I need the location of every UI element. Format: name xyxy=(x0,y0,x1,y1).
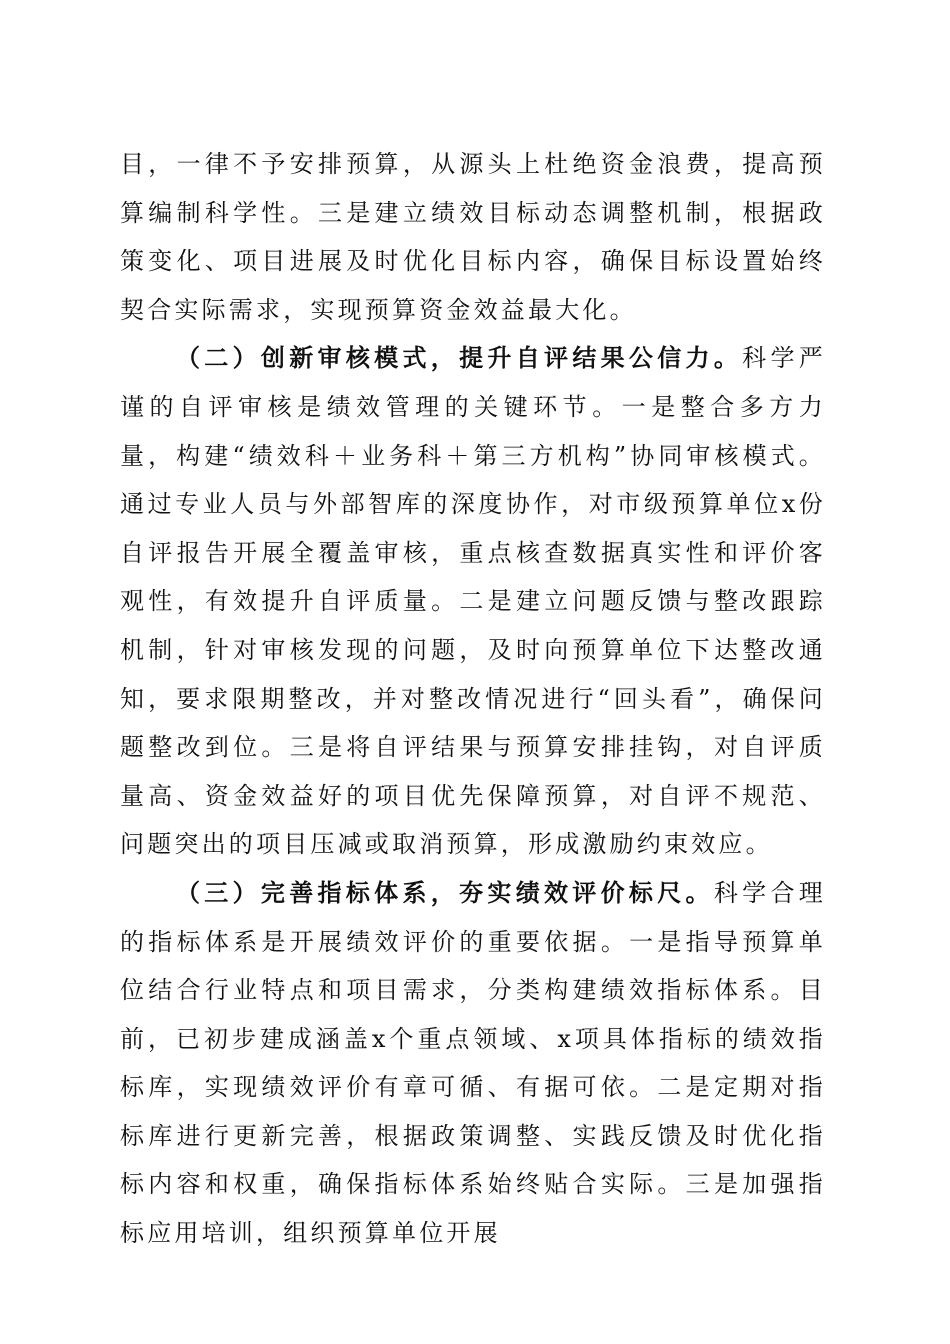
paragraph-3-text: 科学合理的指标体系是开展绩效评价的重要依据。一是指导预算单位结合行业特点和项目需求，分类构建绩效指标体系。目前，已初步建成涵盖x个重点领域、x项具体指标的绩效指标库，实现绩效评价有章可循、有据可依。二是定期对指标库进行更新完善，根据政策调整、实践反馈及时优化指标内容和权重，确保指标体系始终贴合实际。三是加强指标应用培训，组织预算单位开展 xyxy=(120,878,826,1248)
paragraph-1-text: 目，一律不予安排预算，从源头上杜绝资金浪费，提高预算编制科学性。三是建立绩效目标动态调整机制，根据政策变化、项目进展及时优化目标内容，确保目标设置始终契合实际需求，实现预算资金效益最大化。 xyxy=(120,150,826,324)
paragraph-3 xyxy=(120,869,826,1258)
paragraph-2-heading: （二）创新审核模式，提升自评结果公信力。 xyxy=(176,343,743,373)
paragraph-1 xyxy=(120,140,826,334)
paragraph-2-text: 科学严谨的自评审核是绩效管理的关键环节。一是整合多方力量，构建“绩效科＋业务科＋第三方机构”协同审核模式。通过专业人员与外部智库的深度协作，对市级预算单位x份自评报告开展全覆盖审核，重点核查数据真实性和评价客观性，有效提升自评质量。二是建立问题反馈与整改跟踪机制，针对审核发现的问题，及时向预算单位下达整改通知，要求限期整改，并对整改情况进行“回头看”，确保问题整改到位。三是将自评结果与预算安排挂钩，对自评质量高、资金效益好的项目优先保障预算，对自评不规范、问题突出的项目压减或取消预算，形成激励约束效应。 xyxy=(120,344,826,859)
paragraph-2 xyxy=(120,334,826,869)
paragraph-3-heading: （三）完善指标体系，夯实绩效评价标尺。 xyxy=(176,877,714,907)
document-body xyxy=(120,140,826,1258)
